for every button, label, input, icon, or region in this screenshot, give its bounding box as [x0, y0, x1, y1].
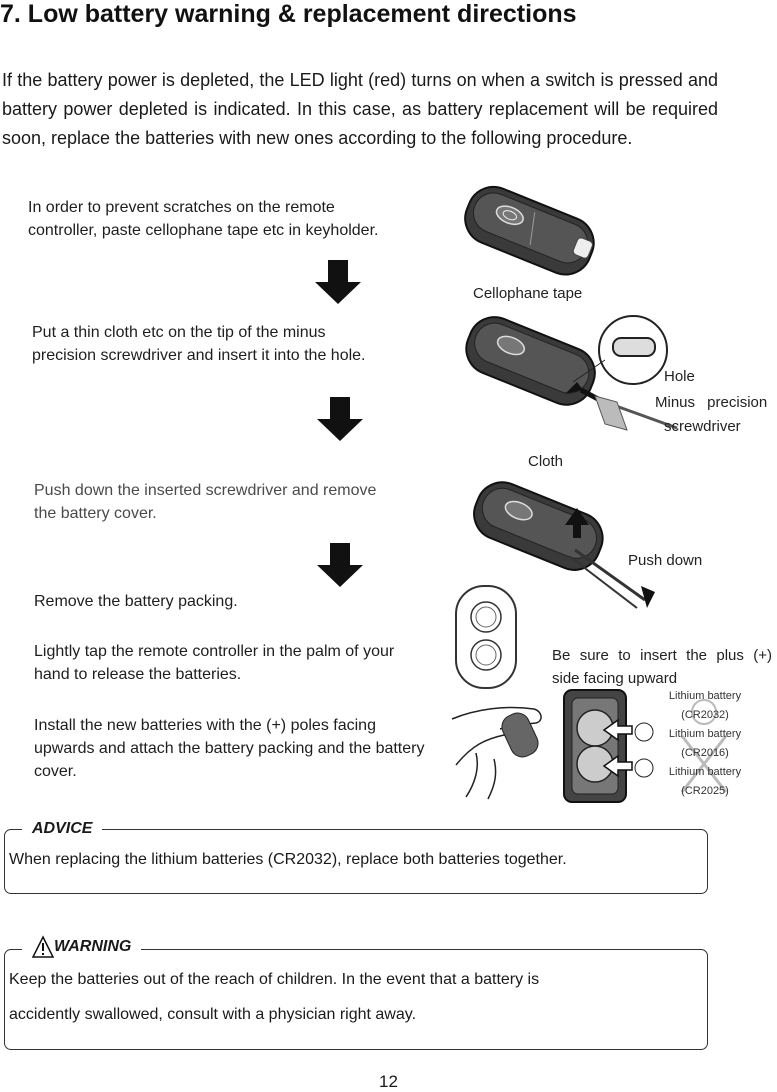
insert-note: Be sure to insert the plus (+) side facing upward [552, 647, 772, 687]
down-arrow-icon [316, 397, 364, 442]
hand-tap-illustration [446, 695, 556, 800]
warning-heading: WARNING [54, 938, 132, 955]
battery-cr2025-name: Lithium battery [668, 766, 742, 778]
warning-line-2: accidently swallowed, consult with a physician right away. [9, 1006, 417, 1023]
cellophane-label: Cellophane tape [473, 285, 583, 302]
warning-line-1: Keep the batteries out of the reach of children. In the event that a battery is [9, 971, 540, 988]
battery-cr2016-code: (CR2016) [681, 747, 729, 759]
intro-paragraph: If the battery power is depleted, the LED light (red) turns on when a switch is pressed and battery power depleted is indicated. In this case, as battery replacement will be required soon, replace the batteries with new ones according to the following procedure. [2, 70, 718, 148]
step-1-text: In order to prevent scratches on the remote controller, paste cellophane tape etc in keyholder. [28, 199, 379, 239]
step-4-install-batteries: Install the new batteries with the (+) poles facing upwards and attach the battery packing and the battery cover. [34, 717, 425, 780]
battery-cr2032-code: (CR2032) [681, 709, 729, 721]
screwdriver-insertion-illustration [455, 310, 680, 460]
battery-cr2032-name: Lithium battery [668, 690, 742, 702]
hole-label: Hole [664, 368, 695, 385]
page-title: 7. Low battery warning & replacement directions [0, 0, 577, 28]
cloth-label: Cloth [528, 453, 564, 470]
down-arrow-icon [316, 543, 364, 588]
warning-heading-wrap [22, 936, 141, 958]
push-down-label: Push down [628, 552, 703, 569]
warning-triangle-icon [32, 936, 54, 958]
battery-packing-illustration [452, 583, 520, 691]
down-arrow-icon [314, 260, 362, 305]
minus-precision-label: Minus precision [655, 394, 768, 411]
remote-cellophane-illustration [455, 182, 605, 287]
step-2-text: Put a thin cloth etc on the tip of the minus precision screwdriver and insert it into the hole. [32, 324, 366, 364]
page-number: 12 [379, 1072, 398, 1091]
step-3-text: Push down the inserted screwdriver and remove the battery cover. [34, 482, 377, 522]
step-4-remove-packing: Remove the battery packing. [34, 593, 238, 610]
advice-heading: ADVICE [22, 820, 102, 838]
screwdriver-label: screwdriver [664, 418, 741, 435]
battery-cr2025-code: (CR2025) [681, 785, 729, 797]
battery-cr2016-name: Lithium battery [668, 728, 742, 740]
step-4-tap-controller: Lightly tap the remote controller in the palm of your hand to release the batteries. [34, 643, 395, 683]
warning-box [4, 949, 708, 1050]
advice-text: When replacing the lithium batteries (CR2032), replace both batteries together. [9, 851, 567, 868]
